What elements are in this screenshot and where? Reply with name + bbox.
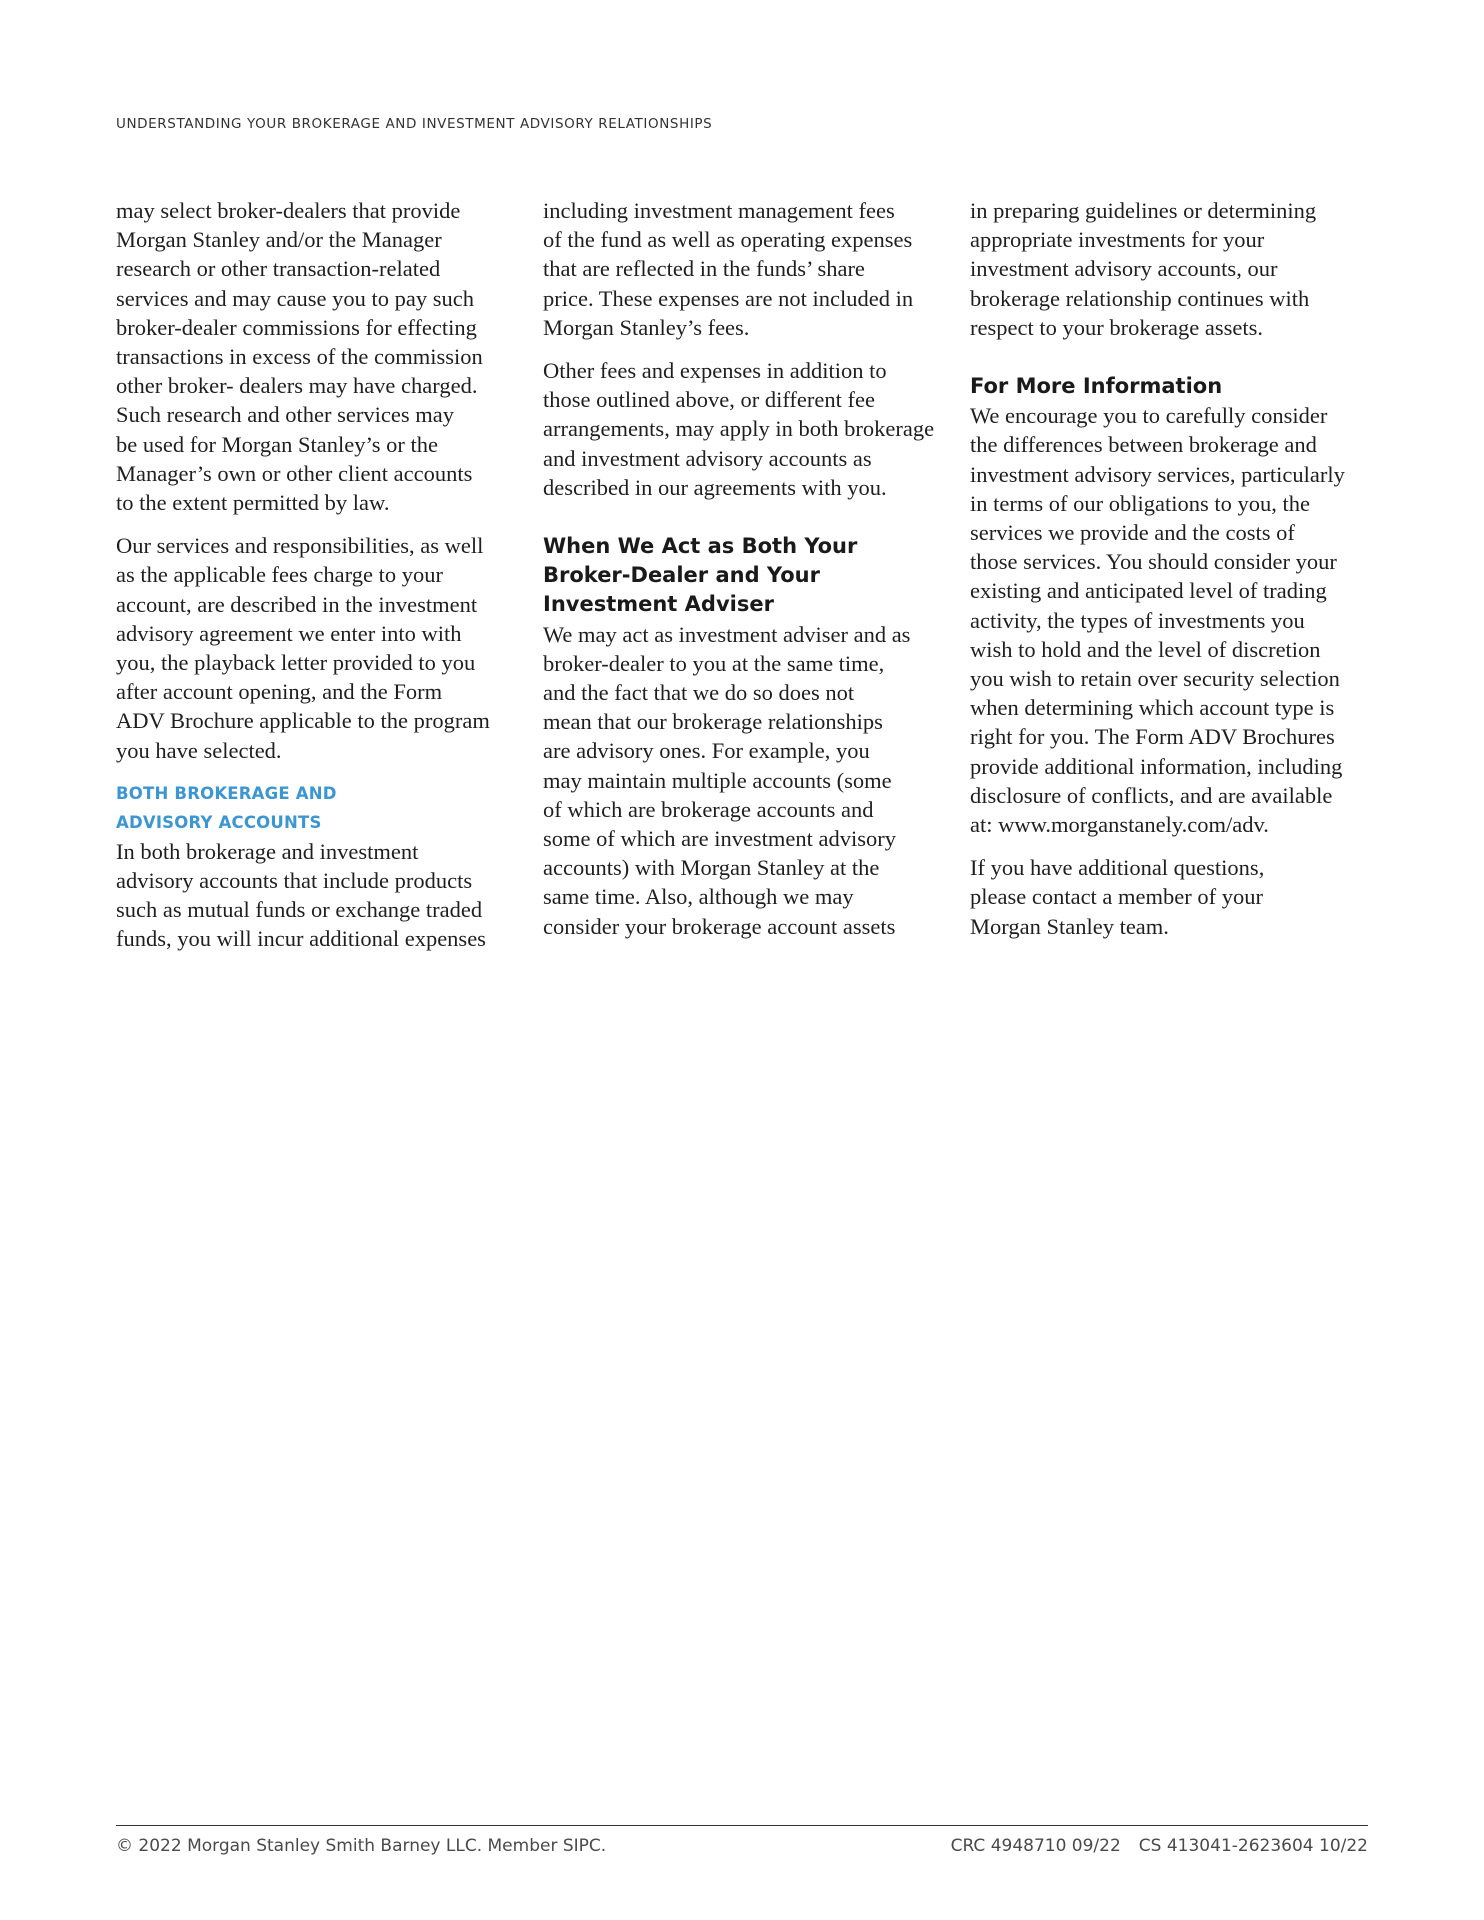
subheading-both-accounts: BOTH BROKERAGE AND ADVISORY ACCOUNTS [116, 783, 337, 832]
footer-copyright: © 2022 Morgan Stanley Smith Barney LLC. Member SIPC. [116, 1836, 607, 1856]
footer-codes [951, 1836, 1368, 1856]
right-column [970, 196, 1370, 941]
paragraph-broker-dealer-research: may select broker-dealers that provide Morgan Stanley and/or the Manager research or other transaction-related services and may cause you to pay such broker-dealer commissions for effecting transactions in excess of the commission other broker- dealers may have charged. Such research and other services may be used for Morgan Stanley’s or the Manager’s own or other client accounts to the extent permitted by law. [116, 198, 483, 516]
paragraph-fund-fees: including investment management fees of the fund as well as operating expenses that are reflected in the funds’ share price. These expenses are not included in Morgan Stanley’s fees. [543, 198, 914, 340]
middle-column [543, 196, 943, 941]
crc-code: CRC 4948710 09/22 [950, 1836, 1121, 1856]
heading-both-roles: When We Act as Both Your Broker-Dealer and Your Investment Adviser [543, 534, 858, 617]
paragraph-guidelines: in preparing guidelines or determining appropriate investments for your investment advisory accounts, our brokerage relationship continues with respect to your brokerage assets. [970, 198, 1317, 340]
paragraph-dual-role: We may act as investment adviser and as broker-dealer to you at the same time, and the fact that we do so does not mean that our brokerage relationships are advisory ones. For example, you may maintain multiple accounts (some of which are brokerage accounts and some of which are investment advisory accounts) with Morgan Stanley at the same time. Also, although we may consider your brokerage account assets [543, 621, 911, 939]
paragraph-other-fees: Other fees and expenses in addition to those outlined above, or different fee arrangements, may apply in both brokerage and investment advisory accounts as described in our agreements with you. [543, 358, 935, 500]
cs-code: CS 413041-2623604 10/22 [1138, 1836, 1368, 1856]
adv-url-line: at: www.morganstanely.com/adv. [970, 812, 1269, 838]
paragraph-services-responsibilities: Our services and responsibilities, as well as the applicable fees charge to your account, are described in the investment advisory agreement we enter into with you, the playback letter provided to you after account opening, and the Form ADV Brochure applicable to the program you have selected. [116, 533, 490, 763]
running-header: UNDERSTANDING YOUR BROKERAGE AND INVESTMENT ADVISORY RELATIONSHIPS [116, 116, 713, 132]
heading-more-information: For More Information [970, 374, 1223, 399]
left-column [116, 196, 516, 954]
footer-divider [116, 1825, 1368, 1826]
paragraph-encourage-consider: We encourage you to carefully consider the differences between brokerage and investment advisory services, particularly in terms of our obligations to you, the services we provide and the costs of those services. You should consider your existing and anticipated level of trading activity, the types of investments you wish to hold and the level of discretion you wish to retain over security selection when determining which account type is right for you. The Form ADV Brochures provide additional information, including disclosure of conflicts, and are available at: www.morganstanely.com/adv. [970, 401, 1370, 839]
paragraph-additional-expenses: In both brokerage and investment advisory accounts that include products such as mutual funds or exchange traded funds, you will incur additional expenses [116, 838, 486, 952]
paragraph-contact-team: If you have additional questions, please contact a member of your Morgan Stanley team. [970, 855, 1265, 939]
